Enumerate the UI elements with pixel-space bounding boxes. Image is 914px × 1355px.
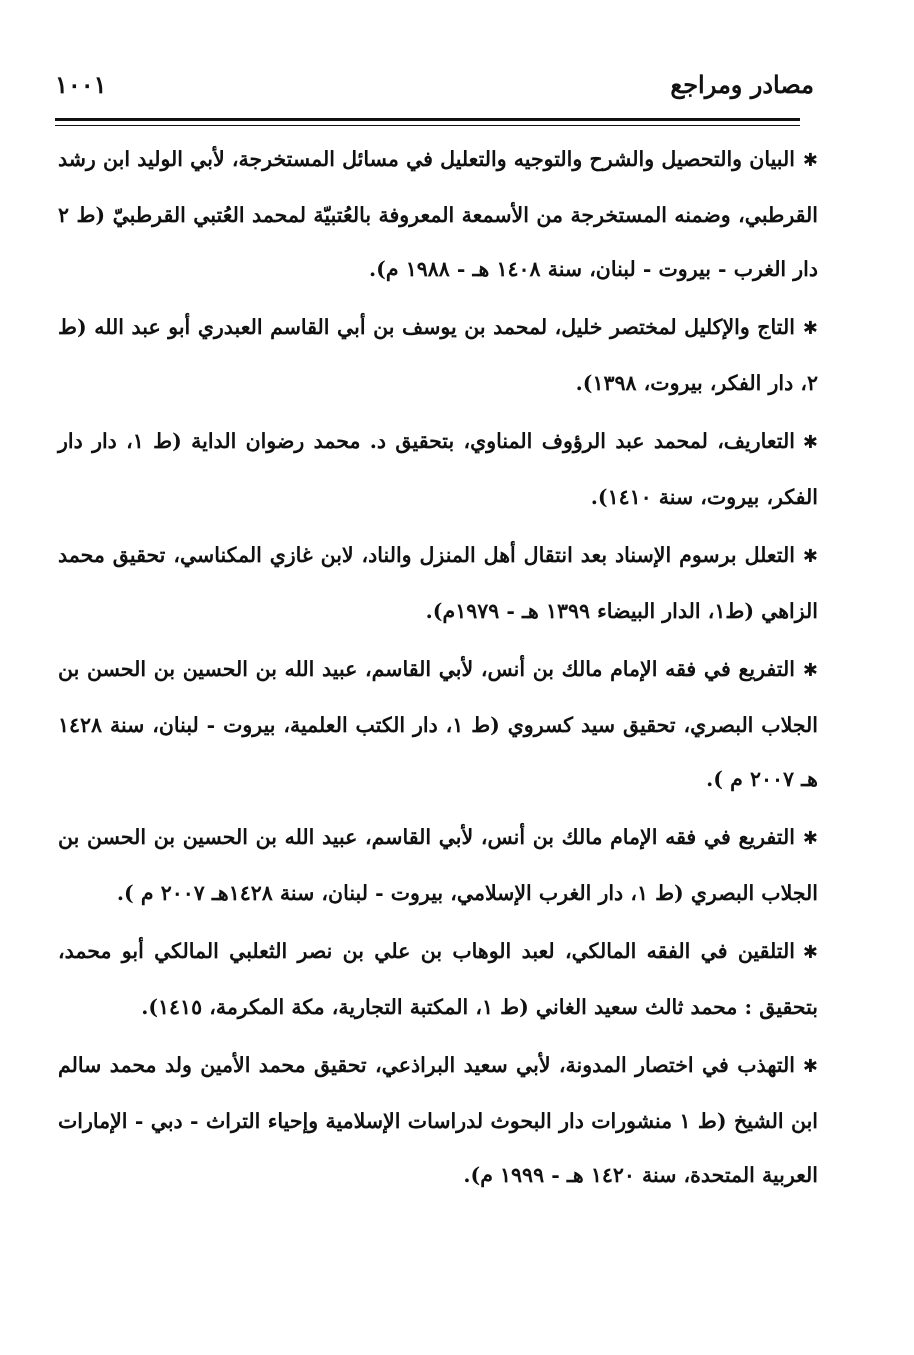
entry-text: التعلل برسوم الإسناد بعد انتقال أهل المنزل والناد، لابن غازي المكناسي، تحقيق محمد الزاهي (ط١، الدار البيضاء ١٣٩٩ هـ - ١٩٧٩م). [58, 543, 818, 623]
bibliography-entry [58, 132, 818, 296]
entry-text: التعاريف، لمحمد عبد الرؤوف المناوي، بتحقيق د. محمد رضوان الداية (ط ١، دار دار الفكر، بيروت، سنة ١٤١٠). [58, 429, 818, 509]
bibliography-entry [58, 414, 818, 524]
entry-text: التفريع في فقه الإمام مالك بن أنس، لأبي القاسم، عبيد الله بن الحسين بن الحسن بن الجلاب البصري، تحقيق سيد كسروي (ط ١، دار الكتب العلمية، بيروت - لبنان، سنة ١٤٢٨ هـ ٢٠٠٧ م ). [58, 657, 818, 791]
asterisk-bullet-icon: ✱ [802, 942, 818, 963]
entry-text: التهذب في اختصار المدونة، لأبي سعيد البراذعي، تحقيق محمد الأمين ولد محمد سالم ابن الشيخ (ط ١ منشورات دار البحوث لدراسات الإسلامية وإحياء التراث - دبي - الإمارات العربية المتحدة، سنة ١٤٢٠ هـ - ١٩٩٩ م). [58, 1053, 818, 1187]
bibliography-entry [58, 924, 818, 1034]
bibliography-entry [58, 300, 818, 410]
page-number: ١٠٠١ [55, 70, 107, 99]
page-header [55, 64, 814, 108]
bibliography-entry [58, 810, 818, 920]
running-header-title: مصادر ومراجع [670, 70, 814, 99]
entry-text: البيان والتحصيل والشرح والتوجيه والتعليل في مسائل المستخرجة، لأبي الوليد ابن رشد القرطبي، وضمنه المستخرجة من الأسمعة المعروفة بالعُتبيّة لمحمد العُتبي القرطبيّ (ط ٢ دار الغرب - بيروت - لبنان، سنة ١٤٠٨ هـ - ١٩٨٨ م). [58, 147, 818, 281]
bibliography-entry [58, 1038, 818, 1202]
asterisk-bullet-icon: ✱ [802, 1056, 818, 1077]
header-rule-thick [55, 118, 800, 121]
asterisk-bullet-icon: ✱ [802, 828, 818, 849]
bibliography-list [58, 132, 818, 1206]
header-rule-thin [55, 125, 800, 126]
asterisk-bullet-icon: ✱ [802, 318, 818, 339]
entry-text: التفريع في فقه الإمام مالك بن أنس، لأبي القاسم، عبيد الله بن الحسين بن الحسن بن الجلاب البصري (ط ١، دار الغرب الإسلامي، بيروت - لبنان، سنة ١٤٢٨هـ ٢٠٠٧ م ). [58, 825, 818, 905]
asterisk-bullet-icon: ✱ [802, 150, 818, 171]
asterisk-bullet-icon: ✱ [802, 432, 818, 453]
asterisk-bullet-icon: ✱ [802, 546, 818, 567]
asterisk-bullet-icon: ✱ [802, 660, 818, 681]
entry-text: التاج والإكليل لمختصر خليل، لمحمد بن يوسف بن أبي القاسم العبدري أبو عبد الله (ط ٢، دار الفكر، بيروت، ١٣٩٨). [58, 315, 818, 395]
entry-text: التلقين في الفقه المالكي، لعبد الوهاب بن علي بن نصر الثعلبي المالكي أبو محمد، بتحقيق : محمد ثالث سعيد الغاني (ط ١، المكتبة التجارية، مكة المكرمة، ١٤١٥). [58, 939, 818, 1019]
bibliography-entry [58, 528, 818, 638]
bibliography-entry [58, 642, 818, 806]
